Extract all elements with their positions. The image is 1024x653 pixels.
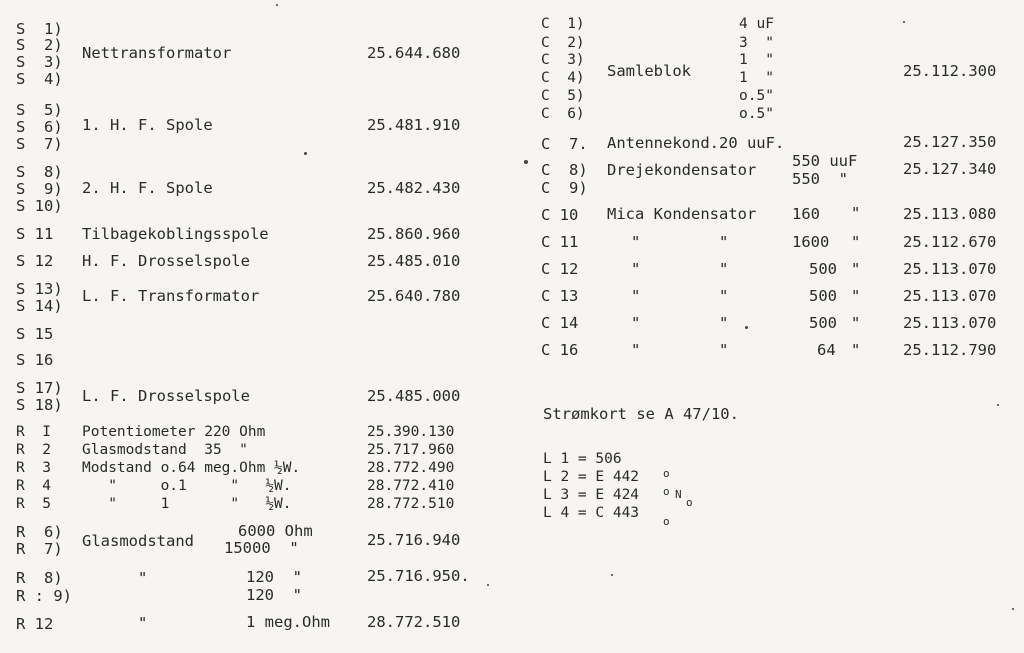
paper-speck	[997, 404, 999, 406]
paper-speck	[524, 160, 528, 164]
component-description: Potentiometer 220 Ohm	[82, 424, 266, 440]
capacitor-id: C 12	[541, 260, 579, 278]
tube-entry: L 1 = 506	[543, 451, 622, 467]
part-number: 25.127.350	[903, 133, 997, 151]
paper-speck	[276, 4, 278, 6]
part-number: 25.481.910	[367, 116, 461, 134]
tube-suffix: o	[663, 485, 670, 498]
part-number: 28.772.410	[367, 478, 455, 494]
capacitor-value: 1600	[792, 233, 830, 251]
tube-entry: L 3 = E 424	[543, 487, 640, 503]
coil-id: S 3)	[16, 53, 63, 71]
part-number: 28.772.490	[367, 460, 455, 476]
part-number: 25.485.010	[367, 252, 461, 270]
part-number: 25.112.300	[903, 62, 997, 80]
capacitor-id: C 13	[541, 287, 579, 305]
component-description: 1. H. F. Spole	[82, 116, 213, 134]
component-description: Glasmodstand 35 "	[82, 442, 248, 458]
capacitor-id: C 8)	[541, 161, 588, 179]
capacitor-id: C 5)	[541, 88, 585, 104]
part-number: 25.860.960	[367, 225, 461, 243]
capacitor-value: 64	[817, 341, 836, 359]
capacitor-value: 500	[809, 287, 837, 305]
coil-id: S 4)	[16, 70, 63, 88]
capacitor-id: C 16	[541, 341, 579, 359]
tube-suffix: o	[663, 515, 670, 528]
coil-id: S 8)	[16, 163, 63, 181]
capacitor-id: C 7.	[541, 135, 588, 153]
resistor-id: R 3	[16, 460, 51, 476]
capacitor-id: C 10	[541, 206, 579, 224]
ditto-mark: "	[631, 260, 641, 278]
resistor-id: R 7)	[16, 540, 63, 558]
capacitor-value: 500	[809, 314, 837, 332]
coil-id: S 9)	[16, 180, 63, 198]
ditto-mark: "	[719, 341, 729, 359]
part-number: 25.113.070	[903, 260, 997, 278]
resistor-id: R 2	[16, 442, 51, 458]
ditto-mark: "	[631, 287, 641, 305]
resistor-id: R 6)	[16, 523, 63, 541]
capacitor-value: 1 "	[739, 52, 774, 68]
component-description: Nettransformator	[82, 44, 232, 62]
part-number: 25.113.070	[903, 287, 997, 305]
part-number: 28.772.510	[367, 496, 455, 512]
component-description: Tilbagekoblingsspole	[82, 225, 269, 243]
coil-id: S 6)	[16, 118, 63, 136]
resistor-id: R I	[16, 424, 51, 440]
coil-id: S 14)	[16, 297, 63, 315]
tube-entry: L 2 = E 442	[543, 469, 640, 485]
component-description: Glasmodstand	[82, 532, 194, 550]
part-number: 25.716.940	[367, 531, 461, 549]
capacitor-value: 1 "	[739, 70, 774, 86]
capacitor-id: C 3)	[541, 52, 585, 68]
tube-entry: L 4 = C 443	[543, 505, 640, 521]
capacitor-id: C 9)	[541, 179, 588, 197]
ditto-mark: "	[851, 314, 861, 332]
part-number: 25.717.960	[367, 442, 455, 458]
component-description: L. F. Drosselspole	[82, 387, 250, 405]
coil-id: S 11	[16, 225, 54, 243]
resistor-value: 1 meg.Ohm	[246, 613, 330, 631]
part-number: 25.644.680	[367, 44, 461, 62]
coil-id: S 1)	[16, 20, 63, 38]
ditto-mark: "	[719, 260, 729, 278]
ditto-mark: "	[851, 341, 861, 359]
component-description: Modstand o.64 meg.Ohm ½W.	[82, 460, 301, 476]
ditto-mark: "	[631, 341, 641, 359]
tube-suffix: N	[675, 488, 682, 501]
paper-speck	[903, 21, 905, 23]
tube-suffix: o	[686, 496, 693, 509]
capacitor-id: C 6)	[541, 106, 585, 122]
coil-id: S 13)	[16, 280, 63, 298]
capacitor-value: 550 "	[792, 170, 848, 188]
coil-id: S 17)	[16, 379, 63, 397]
paper-speck	[1012, 608, 1014, 610]
component-description: H. F. Drosselspole	[82, 252, 250, 270]
ditto-mark: "	[719, 287, 729, 305]
component-description: " 1 " ½W.	[82, 496, 292, 512]
ditto-mark: "	[851, 287, 861, 305]
part-number: 25.716.950.	[367, 567, 470, 585]
capacitor-value: o.5"	[739, 88, 774, 104]
component-description: 2. H. F. Spole	[82, 179, 213, 197]
coil-id: S 7)	[16, 135, 63, 153]
component-description: Drejekondensator	[607, 161, 757, 179]
resistor-id: R 12	[16, 615, 54, 633]
component-description: Antennekond.20 uuF.	[607, 134, 785, 152]
capacitor-value: 3 "	[739, 35, 774, 51]
current-card-note: Strømkort se A 47/10.	[543, 405, 739, 423]
capacitor-value: 4 uF	[739, 16, 774, 32]
part-number: 25.390.130	[367, 424, 455, 440]
capacitor-id: C 11	[541, 233, 579, 251]
part-number: 25.640.780	[367, 287, 461, 305]
part-number: 25.482.430	[367, 179, 461, 197]
paper-speck	[304, 152, 307, 155]
coil-id: S 2)	[16, 36, 63, 54]
capacitor-value: o.5"	[739, 106, 774, 122]
ditto-mark: "	[138, 569, 148, 587]
ditto-mark: "	[631, 233, 641, 251]
component-description: Mica Kondensator	[607, 205, 757, 223]
ditto-mark: "	[851, 260, 861, 278]
resistor-id: R 8)	[16, 569, 63, 587]
part-number: 25.113.070	[903, 314, 997, 332]
coil-id: S 12	[16, 252, 54, 270]
part-number: 28.772.510	[367, 613, 461, 631]
capacitor-id: C 14	[541, 314, 579, 332]
coil-id: S 16	[16, 351, 54, 369]
capacitor-value: 550 uuF	[792, 152, 858, 170]
capacitor-value: 160	[792, 205, 820, 223]
paper-speck	[611, 574, 613, 576]
part-number: 25.113.080	[903, 205, 997, 223]
ditto-mark: "	[851, 204, 861, 222]
ditto-mark: "	[719, 233, 729, 251]
capacitor-id: C 1)	[541, 16, 585, 32]
capacitor-id: C 4)	[541, 70, 585, 86]
capacitor-value: 500	[809, 260, 837, 278]
part-number: 25.112.790	[903, 341, 997, 359]
resistor-value: 120 "	[246, 586, 302, 604]
resistor-value: 6000 Ohm	[238, 522, 313, 540]
paper-speck	[487, 584, 489, 586]
coil-id: S 18)	[16, 396, 63, 414]
tube-suffix: o	[663, 467, 670, 480]
resistor-value: 15000 "	[224, 539, 299, 557]
ditto-mark: "	[719, 314, 729, 332]
part-number: 25.485.000	[367, 387, 461, 405]
paper-speck	[745, 326, 748, 329]
component-description: L. F. Transformator	[82, 287, 260, 305]
capacitor-id: C 2)	[541, 35, 585, 51]
ditto-mark: "	[138, 614, 148, 632]
resistor-id: R : 9)	[16, 587, 72, 605]
resistor-id: R 5	[16, 496, 51, 512]
resistor-value: 120 "	[246, 568, 302, 586]
resistor-id: R 4	[16, 478, 51, 494]
component-description: Samleblok	[607, 62, 691, 80]
coil-id: S 15	[16, 325, 54, 343]
coil-id: S 10)	[16, 197, 63, 215]
part-number: 25.112.670	[903, 233, 997, 251]
ditto-mark: "	[851, 233, 861, 251]
coil-id: S 5)	[16, 101, 63, 119]
component-description: " o.1 " ½W.	[82, 478, 292, 494]
ditto-mark: "	[631, 314, 641, 332]
part-number: 25.127.340	[903, 160, 997, 178]
